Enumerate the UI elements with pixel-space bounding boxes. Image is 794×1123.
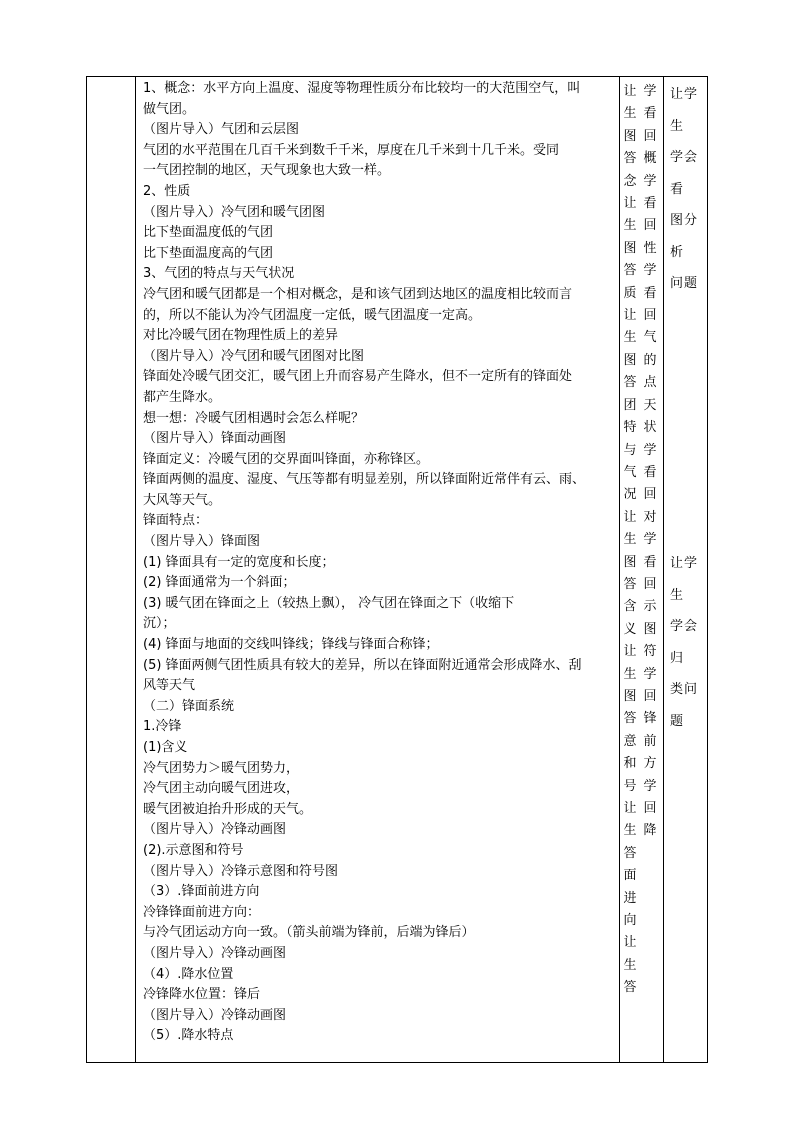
content-line: (2) 锋面通常为一个斜面；	[143, 575, 296, 591]
design-intent-line: 图分析	[670, 213, 699, 260]
content-line: （图片导入）冷气团和暖气团图对比图	[143, 348, 365, 364]
content-line: 对比冷暖气团在物理性质上的差异	[143, 328, 339, 344]
column-divider	[135, 77, 136, 1062]
lesson-table	[86, 76, 708, 1063]
content-line: 气团的水平范围在几百千米到数千千米，厚度在几千米到十几千米。受同	[143, 142, 560, 158]
content-line: 2、性质	[143, 183, 191, 199]
content-line: 想一想：冷暖气团相遇时会怎么样呢？	[143, 410, 365, 426]
content-line: (1) 锋面具有一定的宽度和长度；	[143, 554, 335, 570]
content-line: 与冷气团运动方向一致。（箭头前端为锋前，后端为锋后）	[143, 925, 475, 941]
content-line: （5）.降水特点	[143, 1028, 234, 1044]
content-line: （图片导入）冷锋动画图	[143, 822, 287, 838]
content-line: （图片导入）冷锋示意图和符号图	[143, 863, 339, 879]
content-line: 一气团控制的地区，天气现象也大致一样。	[143, 163, 391, 179]
content-line: 冷气团和暖气团都是一个相对概念，是和该气团到达地区的温度相比较而言	[143, 286, 573, 302]
content-line: 比下垫面温度低的气团	[143, 225, 274, 241]
design-intent-line: 学会看	[670, 150, 699, 197]
content-line: （4）.降水位置	[143, 966, 234, 982]
content-line: 冷气团势力＞暖气团势力，	[143, 760, 300, 776]
student-activity-column-b: 学看回概学看回性学看回气的点天状学看回对学看回示图符学回锋前方学回降	[643, 84, 657, 839]
content-line: (2).示意图和符号	[143, 842, 244, 858]
content-line: （图片导入）冷锋动画图	[143, 945, 287, 961]
content-line: 1.冷锋	[143, 719, 182, 735]
content-line: 暖气团被迫抬升形成的天气。	[143, 801, 313, 817]
design-intent-top	[670, 79, 706, 300]
content-line: 沉）；	[143, 616, 176, 632]
content-line: 的，所以不能认为冷气团温度一定低，暖气团温度一定高。	[143, 307, 482, 323]
content-line: (1)含义	[143, 740, 188, 755]
design-intent-bottom	[670, 548, 706, 737]
content-line: （3）.锋面前进方向	[143, 884, 260, 900]
content-line: 3、气团的特点与天气状况	[143, 266, 295, 282]
column-divider	[663, 77, 664, 1062]
content-line: （图片导入）气团和云层图	[143, 122, 300, 138]
content-line: 风等天气	[143, 678, 196, 694]
content-line: 锋面两侧的温度、湿度、气压等都有明显差别，所以锋面附近常伴有云、雨、	[143, 472, 586, 488]
design-intent-line: 学会归	[670, 619, 699, 666]
design-intent-line: 问题	[670, 276, 699, 291]
content-line: 锋面定义：冷暖气团的交界面叫锋面，亦称锋区。	[143, 451, 430, 467]
content-line: 大风等天气。	[143, 492, 222, 508]
teaching-content	[143, 79, 619, 1047]
content-line: （二）锋面系统	[143, 698, 235, 714]
content-line: 比下垫面温度高的气团	[143, 245, 274, 261]
design-intent-line: 类问题	[670, 682, 699, 729]
content-line: （图片导入）冷锋动画图	[143, 1007, 287, 1023]
design-intent-line: 让学生	[670, 87, 699, 134]
content-line: 做气团。	[143, 101, 196, 117]
content-line: 冷锋降水位置：锋后	[143, 987, 261, 1003]
content-line: （图片导入）锋面动画图	[143, 431, 287, 447]
content-line: (3) 暖气团在锋面之上（较热上飘）， 冷气团在锋面之下（收缩下	[143, 595, 515, 611]
content-line: 锋面处冷暖气团交汇，暖气团上升而容易产生降水，但不一定所有的锋面处	[143, 369, 573, 385]
content-line: 1、概念：水平方向上温度、湿度等物理性质分布比较均一的大范围空气，叫	[143, 81, 581, 96]
design-intent-line: 让学生	[670, 556, 699, 603]
content-line: （图片导入）冷气团和暖气团图	[143, 204, 326, 220]
content-line: 冷气团主动向暖气团进攻，	[143, 781, 300, 797]
content-line: (5) 锋面两侧气团性质具有较大的差异，所以在锋面附近通常会形成降水、刮	[143, 657, 582, 673]
content-line: 冷锋锋面前进方向：	[143, 904, 261, 920]
content-line: 锋面特点：	[143, 513, 209, 529]
content-line: （图片导入）锋面图	[143, 534, 261, 550]
content-line: 都产生降水。	[143, 389, 222, 405]
student-activity-column-a: 让生图答念让生图答质让生图答团特与气况让生图答含义让生图答意和号让生答面进向让生答	[623, 84, 637, 996]
content-line: (4) 锋面与地面的交线叫锋线；锋线与锋面合称锋；	[143, 637, 439, 653]
column-divider	[619, 77, 620, 1062]
